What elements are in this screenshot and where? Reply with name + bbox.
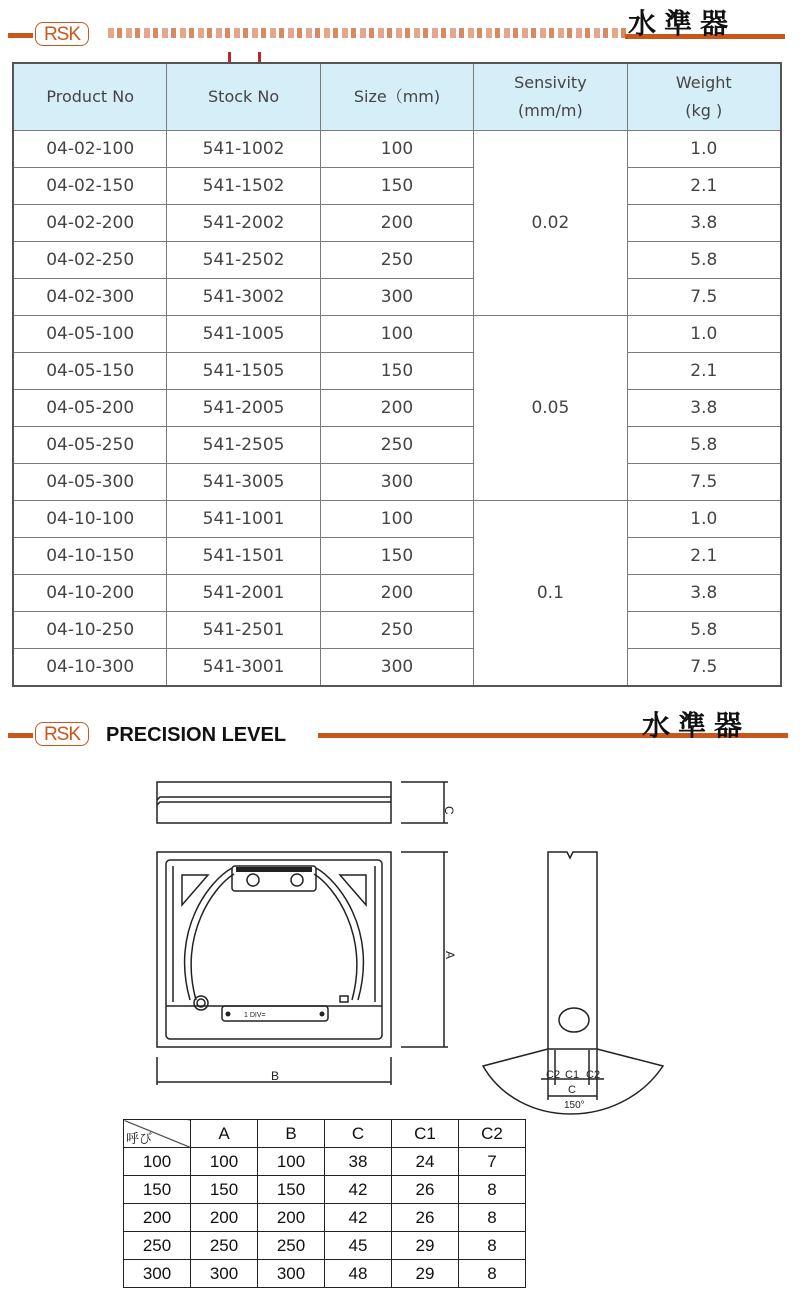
cell-sensitivity: 0.05 bbox=[474, 316, 627, 501]
cell-weight: 3.8 bbox=[627, 390, 781, 427]
dims-col-a: A bbox=[191, 1120, 258, 1148]
dims-cell-c2: 8 bbox=[459, 1204, 526, 1232]
dims-cell-a: 150 bbox=[191, 1176, 258, 1204]
garbled-subtitle bbox=[108, 28, 628, 38]
dims-cell-b: 150 bbox=[258, 1176, 325, 1204]
dims-cell-b: 250 bbox=[258, 1232, 325, 1260]
dims-cell-c1: 29 bbox=[392, 1260, 459, 1288]
cell-weight: 5.8 bbox=[627, 427, 781, 464]
spec-table-header bbox=[13, 63, 781, 131]
cell-stock-no: 541-2001 bbox=[167, 575, 320, 612]
accent-bar-left bbox=[8, 33, 33, 38]
cell-weight: 1.0 bbox=[627, 501, 781, 538]
cell-weight: 2.1 bbox=[627, 353, 781, 390]
cell-product-no: 04-05-100 bbox=[13, 316, 167, 353]
dims-cell-nominal: 150 bbox=[124, 1176, 191, 1204]
label-b: B bbox=[271, 1069, 280, 1083]
cell-product-no: 04-10-200 bbox=[13, 575, 167, 612]
cell-weight: 5.8 bbox=[627, 612, 781, 649]
col-sensitivity-line2: (mm/m) bbox=[518, 101, 583, 120]
plate-text: 1 DIV= bbox=[244, 1012, 266, 1019]
cell-size: 250 bbox=[320, 612, 473, 649]
table-row bbox=[13, 131, 781, 168]
dims-row bbox=[124, 1176, 526, 1204]
dims-cell-b: 300 bbox=[258, 1260, 325, 1288]
table-row bbox=[13, 316, 781, 353]
col-weight bbox=[627, 63, 781, 131]
table-row bbox=[13, 242, 781, 279]
top-header bbox=[0, 0, 800, 50]
cell-product-no: 04-05-200 bbox=[13, 390, 167, 427]
title-en: PRECISION LEVEL bbox=[106, 724, 287, 746]
cell-stock-no: 541-2005 bbox=[167, 390, 320, 427]
cell-stock-no: 541-3005 bbox=[167, 464, 320, 501]
cell-product-no: 04-02-300 bbox=[13, 279, 167, 316]
dims-cell-c: 38 bbox=[325, 1148, 392, 1176]
cell-size: 300 bbox=[320, 279, 473, 316]
cell-size: 200 bbox=[320, 205, 473, 242]
cell-product-no: 04-02-100 bbox=[13, 131, 167, 168]
cell-stock-no: 541-1005 bbox=[167, 316, 320, 353]
dims-cell-c: 48 bbox=[325, 1260, 392, 1288]
dims-cell-c: 45 bbox=[325, 1232, 392, 1260]
dims-cell-a: 200 bbox=[191, 1204, 258, 1232]
dims-cell-c2: 8 bbox=[459, 1232, 526, 1260]
dims-cell-b: 100 bbox=[258, 1148, 325, 1176]
cell-size: 300 bbox=[320, 649, 473, 687]
dims-cell-a: 300 bbox=[191, 1260, 258, 1288]
cell-size: 150 bbox=[320, 168, 473, 205]
cell-stock-no: 541-1501 bbox=[167, 538, 320, 575]
cell-stock-no: 541-2002 bbox=[167, 205, 320, 242]
cell-weight: 2.1 bbox=[627, 168, 781, 205]
cell-size: 200 bbox=[320, 390, 473, 427]
dims-cell-nominal: 250 bbox=[124, 1232, 191, 1260]
cell-stock-no: 541-3001 bbox=[167, 649, 320, 687]
table-row bbox=[13, 353, 781, 390]
dims-cell-c1: 29 bbox=[392, 1232, 459, 1260]
cell-weight: 3.8 bbox=[627, 205, 781, 242]
cell-stock-no: 541-1505 bbox=[167, 353, 320, 390]
cell-weight: 3.8 bbox=[627, 575, 781, 612]
label-c-width: C bbox=[568, 1084, 576, 1096]
table-row bbox=[13, 649, 781, 687]
label-a-side: A bbox=[443, 951, 457, 960]
dims-header-row bbox=[124, 1120, 526, 1148]
dims-cell-b: 200 bbox=[258, 1204, 325, 1232]
dims-cell-c2: 7 bbox=[459, 1148, 526, 1176]
cell-weight: 7.5 bbox=[627, 649, 781, 687]
cell-product-no: 04-05-250 bbox=[13, 427, 167, 464]
cell-product-no: 04-10-300 bbox=[13, 649, 167, 687]
cell-product-no: 04-05-150 bbox=[13, 353, 167, 390]
col-sensitivity bbox=[474, 63, 627, 131]
cell-product-no: 04-10-100 bbox=[13, 501, 167, 538]
table-row bbox=[13, 464, 781, 501]
cell-product-no: 04-02-200 bbox=[13, 205, 167, 242]
cell-stock-no: 541-1002 bbox=[167, 131, 320, 168]
rsk-logo: RSK bbox=[35, 722, 89, 746]
col-size: Size（mm) bbox=[320, 63, 473, 131]
precision-level-header bbox=[0, 700, 800, 750]
cell-weight: 7.5 bbox=[627, 279, 781, 316]
col-weight-line1: Weight bbox=[675, 73, 732, 92]
table-row bbox=[13, 390, 781, 427]
cell-stock-no: 541-2501 bbox=[167, 612, 320, 649]
col-product-no: Product No bbox=[13, 63, 167, 131]
table-row bbox=[13, 279, 781, 316]
cell-stock-no: 541-2502 bbox=[167, 242, 320, 279]
cell-stock-no: 541-3002 bbox=[167, 279, 320, 316]
cell-size: 150 bbox=[320, 538, 473, 575]
cell-size: 100 bbox=[320, 316, 473, 353]
dims-cell-c2: 8 bbox=[459, 1260, 526, 1288]
dims-row bbox=[124, 1148, 526, 1176]
table-row bbox=[13, 168, 781, 205]
cell-product-no: 04-10-150 bbox=[13, 538, 167, 575]
cell-product-no: 04-10-250 bbox=[13, 612, 167, 649]
cell-stock-no: 541-2505 bbox=[167, 427, 320, 464]
table-row bbox=[13, 612, 781, 649]
dims-cell-a: 250 bbox=[191, 1232, 258, 1260]
top-view-drawing bbox=[157, 782, 448, 823]
dims-cell-c1: 24 bbox=[392, 1148, 459, 1176]
table-row bbox=[13, 427, 781, 464]
dims-cell-c: 42 bbox=[325, 1176, 392, 1204]
front-view-drawing bbox=[157, 852, 448, 1085]
cell-weight: 7.5 bbox=[627, 464, 781, 501]
cell-size: 100 bbox=[320, 501, 473, 538]
cell-size: 250 bbox=[320, 242, 473, 279]
dims-row bbox=[124, 1232, 526, 1260]
dimensions-table bbox=[123, 1119, 526, 1288]
table-row bbox=[13, 205, 781, 242]
cell-size: 100 bbox=[320, 131, 473, 168]
cell-stock-no: 541-1502 bbox=[167, 168, 320, 205]
dims-cell-nominal: 100 bbox=[124, 1148, 191, 1176]
table-row bbox=[13, 575, 781, 612]
cell-product-no: 04-05-300 bbox=[13, 464, 167, 501]
dims-col-b: B bbox=[258, 1120, 325, 1148]
cell-product-no: 04-02-250 bbox=[13, 242, 167, 279]
cell-sensitivity: 0.02 bbox=[474, 131, 627, 316]
table-row bbox=[13, 501, 781, 538]
dims-corner bbox=[124, 1120, 191, 1148]
spec-table bbox=[12, 62, 782, 687]
technical-drawing bbox=[0, 760, 800, 1120]
dims-cell-c: 42 bbox=[325, 1204, 392, 1232]
dims-row bbox=[124, 1260, 526, 1288]
dims-cell-nominal: 300 bbox=[124, 1260, 191, 1288]
cell-size: 200 bbox=[320, 575, 473, 612]
col-sensitivity-line1: Sensivity bbox=[514, 73, 587, 92]
rsk-logo: RSK bbox=[35, 22, 89, 46]
cell-sensitivity: 0.1 bbox=[474, 501, 627, 687]
dims-col-c: C bbox=[325, 1120, 392, 1148]
cell-weight: 1.0 bbox=[627, 316, 781, 353]
cell-weight: 1.0 bbox=[627, 131, 781, 168]
cell-weight: 5.8 bbox=[627, 242, 781, 279]
cell-weight: 2.1 bbox=[627, 538, 781, 575]
label-c2-left: C2 bbox=[546, 1069, 561, 1081]
label-c-side: C bbox=[442, 806, 456, 815]
col-weight-line2: (kg ) bbox=[685, 101, 723, 120]
label-c2-right: C2 bbox=[586, 1069, 601, 1081]
label-c1: C1 bbox=[565, 1069, 580, 1081]
cell-size: 250 bbox=[320, 427, 473, 464]
table-row bbox=[13, 538, 781, 575]
dims-cell-c1: 26 bbox=[392, 1204, 459, 1232]
dims-cell-nominal: 200 bbox=[124, 1204, 191, 1232]
col-stock-no: Stock No bbox=[167, 63, 320, 131]
dims-cell-c1: 26 bbox=[392, 1176, 459, 1204]
title-jp: 水準器 bbox=[628, 7, 737, 40]
cell-size: 300 bbox=[320, 464, 473, 501]
cell-size: 150 bbox=[320, 353, 473, 390]
dims-row bbox=[124, 1204, 526, 1232]
dims-col-c1: C1 bbox=[392, 1120, 459, 1148]
dims-cell-a: 100 bbox=[191, 1148, 258, 1176]
dims-col-c2: C2 bbox=[459, 1120, 526, 1148]
cell-product-no: 04-02-150 bbox=[13, 168, 167, 205]
title-jp: 水準器 bbox=[642, 709, 751, 742]
dims-cell-c2: 8 bbox=[459, 1176, 526, 1204]
accent-bar-left bbox=[8, 733, 33, 738]
dims-corner-label: 呼び bbox=[126, 1131, 153, 1146]
cell-stock-no: 541-1001 bbox=[167, 501, 320, 538]
label-angle: 150° bbox=[564, 1100, 585, 1111]
